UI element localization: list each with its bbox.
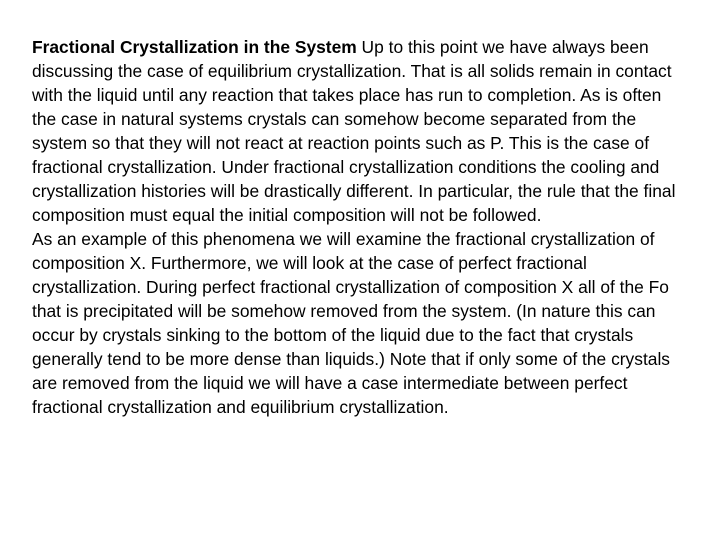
paragraph-2: As an example of this phenomena we will examine the fractional crystallization of composition X. Furthermore, we will look at the case of perfect fractional crystallization. During perfect fractional crystallization of composition X all of the Fo that is precipitated will be somehow removed from the system. (In nature this can occur by crystals sinking to the bottom of the liquid due to the fact that crystals generally tend to be more dense than liquids.) Note that if only some of the crystals are removed from the liquid we will have a case intermediate between perfect fractional crystallization and equilibrium crystallization.	[32, 229, 671, 417]
paragraph-1-text: Up to this point we have always been discussing the case of equilibrium crystallization. That is all solids remain in contact with the liquid until any reaction that takes place has run to completion. As is often the case in natural systems crystals can somehow become separated from the system so that they will not react at reaction points such as P. This is the case of fractional crystallization. Under fractional crystallization conditions the cooling and crystallization histories will be drastically different. In particular, the rule that the final composition must equal the initial composition will not be followed.	[32, 37, 676, 225]
section-heading: Fractional Crystallization in the System	[32, 37, 357, 57]
paragraph-1	[32, 35, 690, 227]
